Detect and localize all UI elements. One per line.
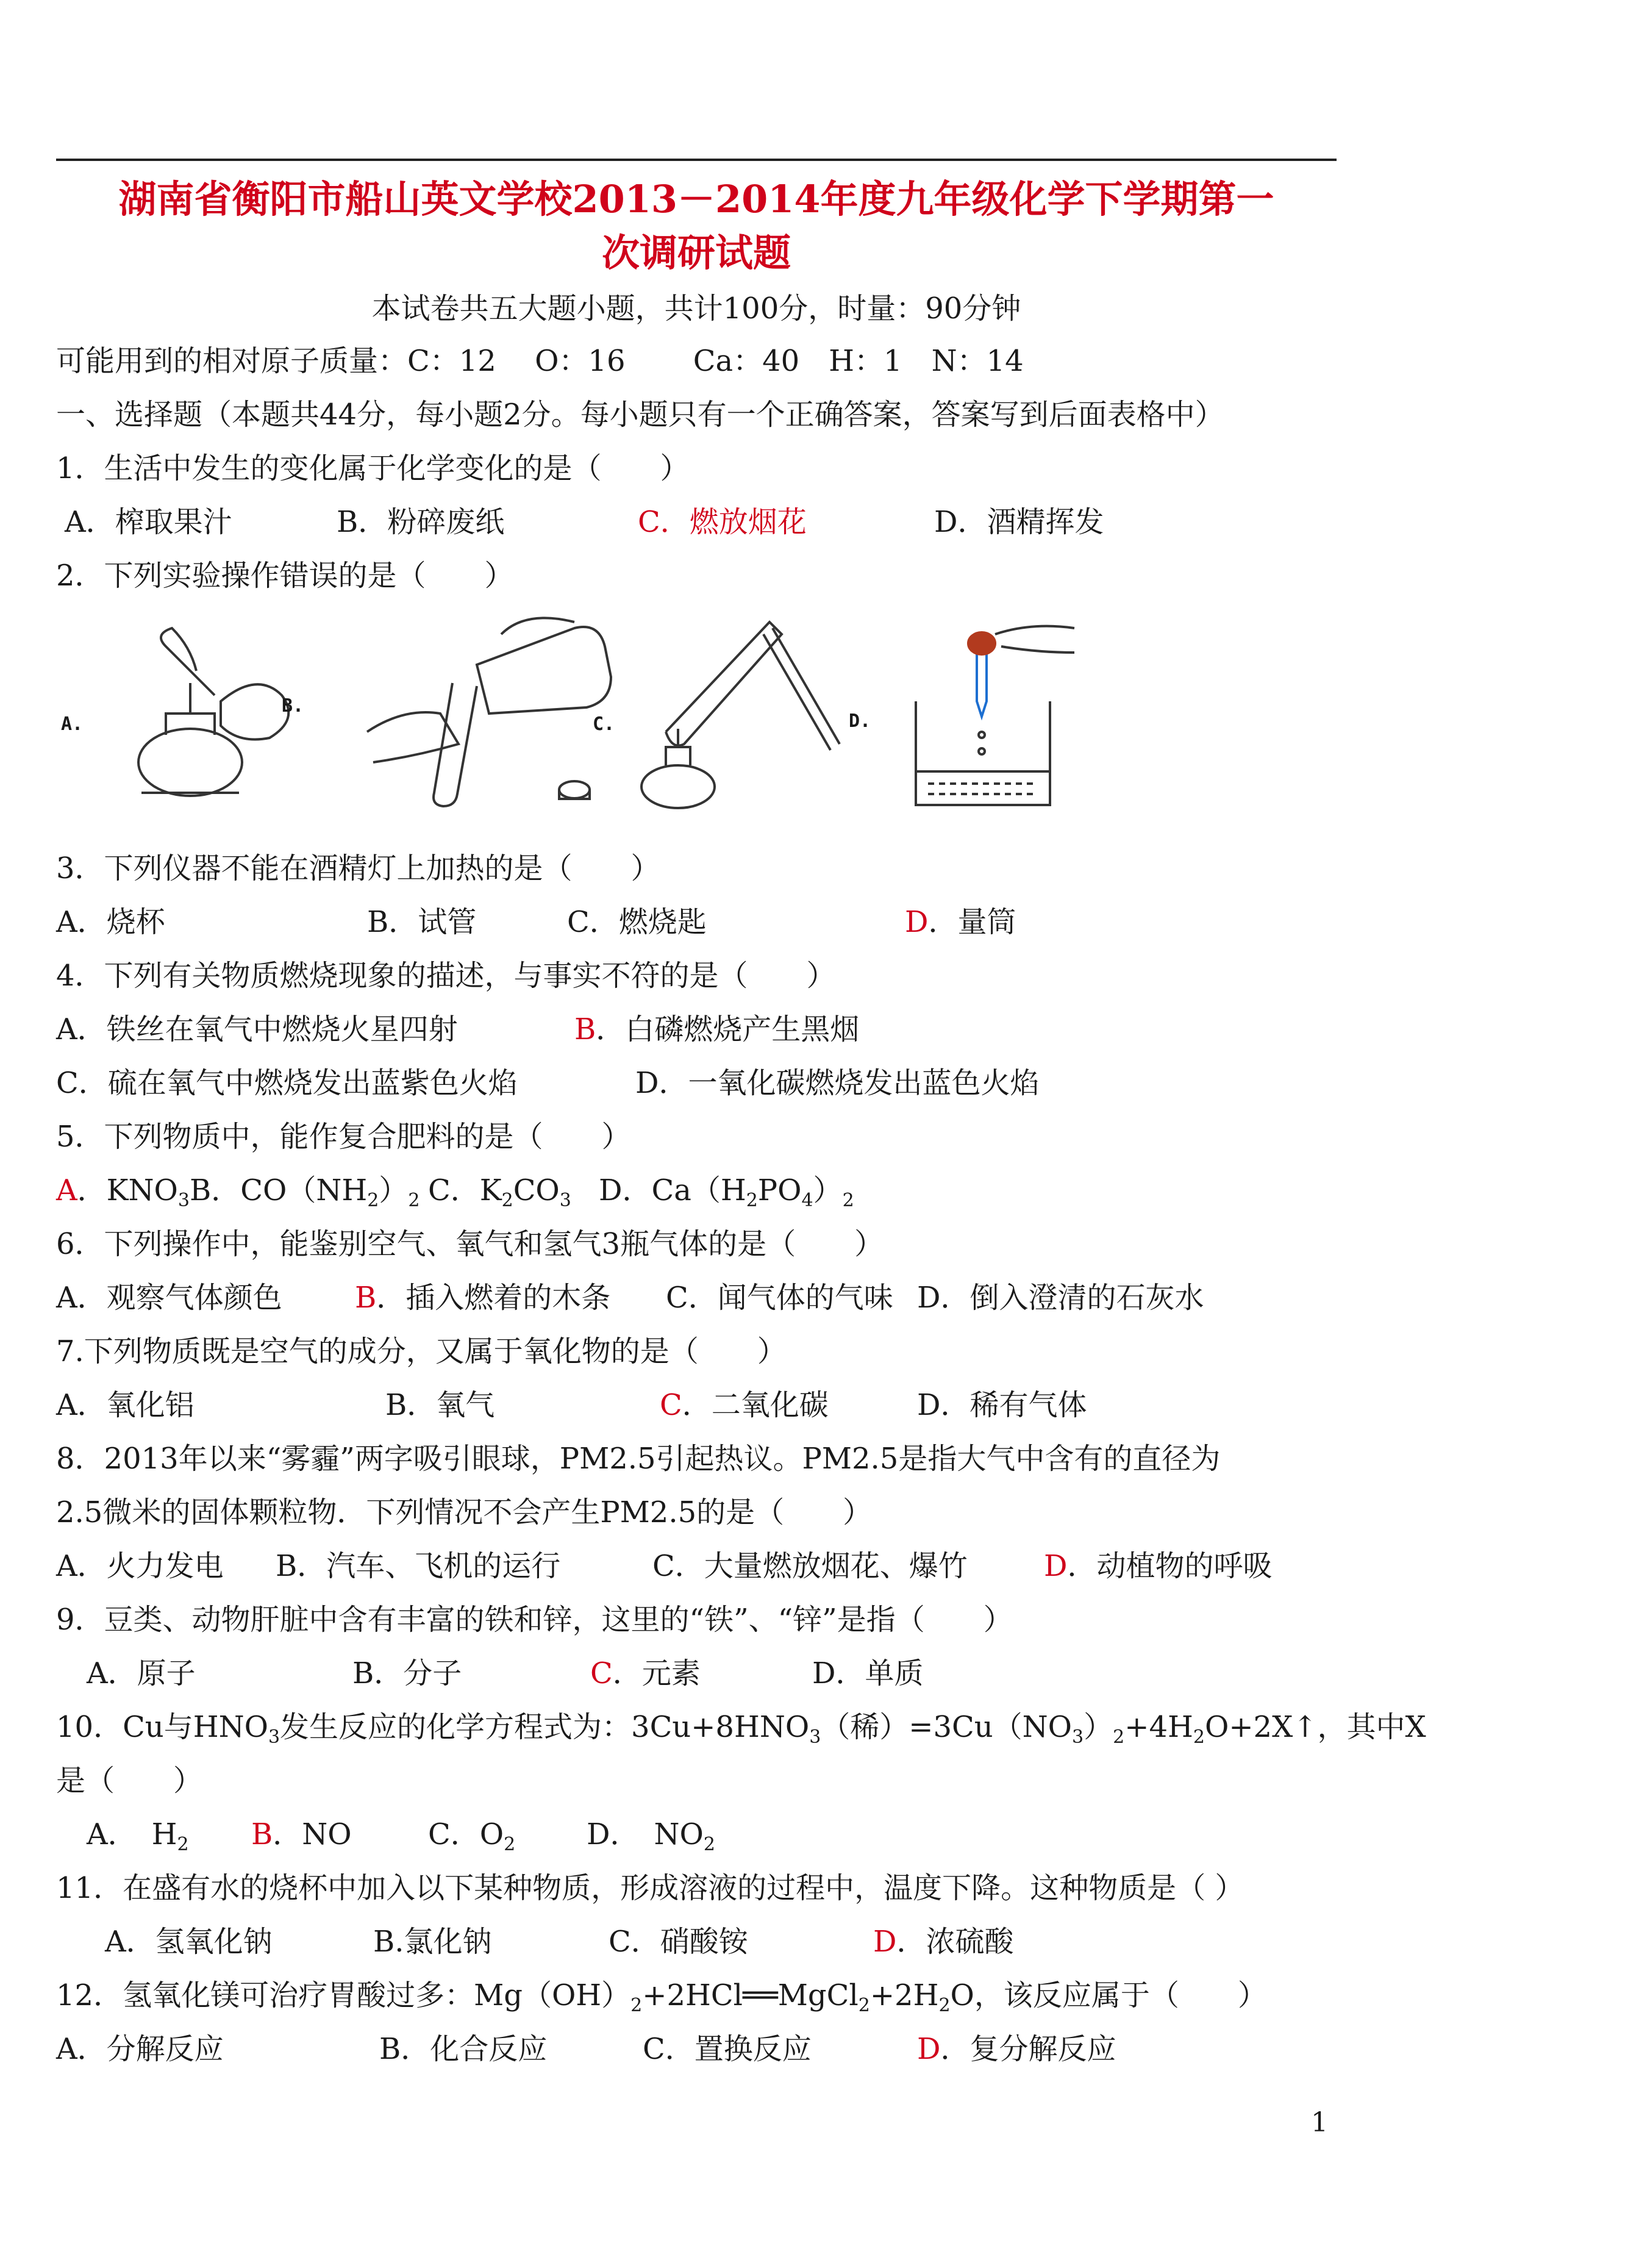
q4-option-c: C．硫在氧气中燃烧发出蓝紫色火焰 [56,1066,518,1100]
q6-option-a: A．观察气体颜色 [56,1281,282,1315]
q12-stem: 12．氢氧化镁可治疗胃酸过多：$Mg(OH)_2+2HCl══MgCl_2+2H_2O$，该反应属于（ ） [56,1978,1267,2016]
q2-stem: 2．下列实验操作错误的是（ ） [56,559,514,593]
q7-option-c: C．二氧化碳 [660,1388,829,1422]
q3-option-a: A．烧杯 [56,905,165,939]
q4-option-d: D．一氧化碳燃烧发出蓝色火焰 [635,1066,1040,1100]
q8-option-c: C．大量燃放烟花、爆竹 [652,1549,968,1583]
figure-label-a: A. [61,714,84,735]
q8-option-d: D．动植物的呼吸 [1044,1549,1273,1583]
q7-option-a: A．氧化铝 [56,1388,195,1422]
section-heading: 一、选择题（本题共44分，每小题2分。每小题只有一个正确答案，答案写到后面表格中） [56,398,1224,432]
q8-stem-line2: 2.5微米的固体颗粒物．下列情况不会产生PM2.5的是（ ） [56,1495,873,1529]
q12-option-c: C．置换反应 [643,2032,812,2066]
q11-option-c: C．硝酸铵 [609,1925,748,1959]
q6-option-c: C．闻气体的气味 [666,1281,893,1315]
alcohol-lamp-lighting-figure [99,610,312,817]
q8-stem-line1: 8．2013年以来“雾霾”两字吸引眼球，PM2.5引起热议。PM2.5是指大气中含有的直径为 [56,1442,1221,1476]
page-title-line1: 湖南省衡阳市船山英文学校2013－2014年度九年级化学下学期第一 [118,177,1274,221]
q4-option-b: B．白磷燃烧产生黑烟 [574,1012,860,1046]
q1-option-d: D．酒精挥发 [934,505,1104,539]
q6-stem: 6．下列操作中，能鉴别空气、氧气和氢气3瓶气体的是（ ） [56,1227,884,1261]
q1-option-c: C．燃放烟花 [638,505,807,539]
dropper-beaker-figure [879,610,1093,817]
q8-option-b: B．汽车、飞机的运行 [276,1549,561,1583]
q10-option-a: A． $H_2$ [87,1817,189,1855]
q9-option-b: B．分子 [352,1656,462,1690]
q12-option-a: A．分解反应 [56,2032,224,2066]
q1-option-a: A．榨取果汁 [65,505,232,539]
exam-subtitle: 本试卷共五大题小题，共计100分，时量：90分钟 [371,292,1021,326]
figure-label-b: B. [282,695,304,717]
q7-stem: 7.下列物质既是空气的成分，又属于氧化物的是（ ） [56,1334,787,1368]
test-tube-heating-figure [629,610,873,817]
q6-option-d: D．倒入澄清的石灰水 [917,1281,1204,1315]
q3-stem: 3．下列仪器不能在酒精灯上加热的是（ ） [56,851,660,885]
atomic-masses: 可能用到的相对原子质量：C：12 O：16 Ca：40 H：1 N：14 [56,344,1024,378]
q3-option-c: C．燃烧匙 [567,905,707,939]
q3-option-d: D．量筒 [905,905,1016,939]
header-rule [56,159,1337,161]
q11-stem: 11．在盛有水的烧杯中加入以下某种物质，形成溶液的过程中，温度下降。这种物质是（ ） [56,1871,1244,1905]
q9-stem: 9．豆类、动物肝脏中含有丰富的铁和锌，这里的“铁”、“锌”是指（ ） [56,1603,1013,1637]
q11-option-a: A．氢氧化钠 [105,1925,273,1959]
q10-stem-line2: 是（ ） [56,1764,203,1798]
q12-option-d: D．复分解反应 [917,2032,1116,2066]
q10-option-b: B．NO [251,1817,352,1851]
q12-option-b: B．化合反应 [379,2032,548,2066]
q5-option-c: C．$K_2CO_3$ [428,1173,571,1211]
q1-option-b: B．粉碎废纸 [337,505,505,539]
figure-label-c: C. [593,714,615,735]
q9-option-d: D．单质 [812,1656,924,1690]
q4-option-a: A．铁丝在氧气中燃烧火星四射 [56,1012,458,1046]
q10-option-c: C．$O_2$ [428,1817,516,1855]
q3-option-b: B．试管 [367,905,477,939]
q5-option-d: D．$Ca(H_2PO_4)_2$ [599,1173,854,1211]
q7-option-d: D．稀有气体 [917,1388,1087,1422]
q11-option-d: D．浓硫酸 [873,1925,1014,1959]
q11-option-b: B.氯化钠 [373,1925,492,1959]
q8-option-a: A．火力发电 [56,1549,224,1583]
liquid-pouring-figure [318,610,623,817]
q7-option-b: B．氧气 [385,1388,495,1422]
figure-label-d: D. [849,710,871,732]
q6-option-b: B．插入燃着的木条 [355,1281,611,1315]
q10-stem-line1: 10．Cu与$HNO_3$发生反应的化学方程式为：$3Cu+8HNO_3$（稀）$=3Cu(NO_3)_2+4H_2O+2X↑$，其中X [56,1710,1426,1748]
q9-option-a: A．原子 [87,1656,196,1690]
page-number: 1 [1311,2107,1328,2138]
q2-figures [56,610,1093,817]
q9-option-c: C．元素 [590,1656,701,1690]
q10-option-d: D． $NO_2$ [587,1817,715,1855]
q1-stem: 1．生活中发生的变化属于化学变化的是（ ） [56,451,690,485]
q4-stem: 4．下列有关物质燃烧现象的描述，与事实不符的是（ ） [56,959,836,993]
page-title-line2: 次调研试题 [601,231,791,275]
q5-stem: 5．下列物质中，能作复合肥料的是（ ） [56,1120,631,1154]
q5-option-a: A．$KNO_3B$．$CO(NH_2)_2$ [56,1173,420,1211]
